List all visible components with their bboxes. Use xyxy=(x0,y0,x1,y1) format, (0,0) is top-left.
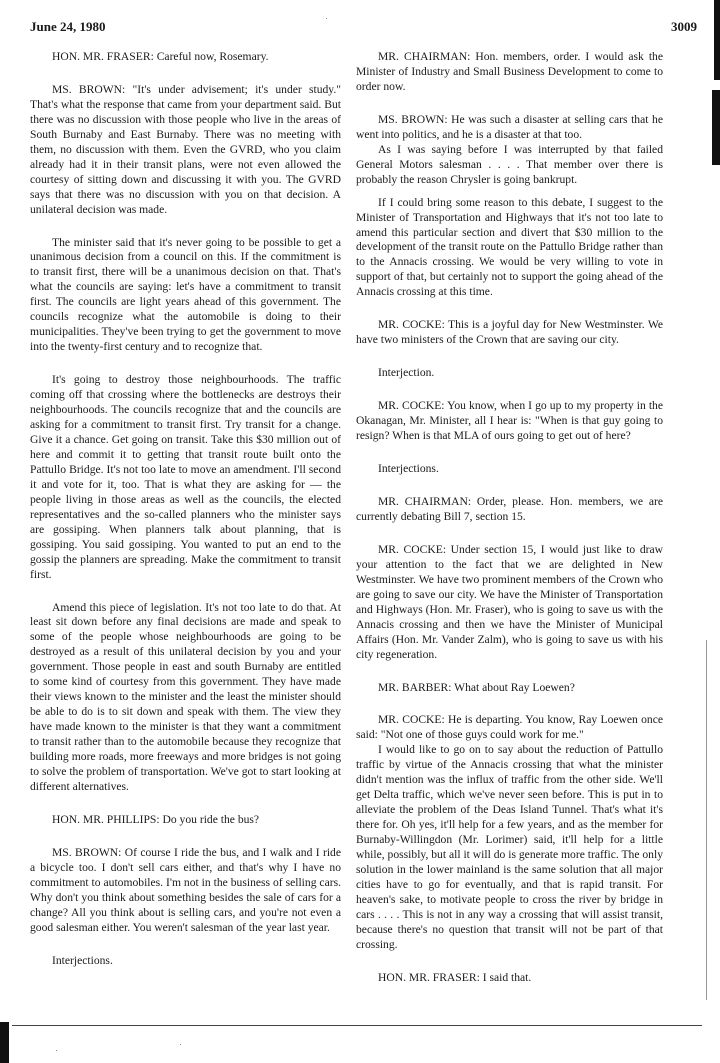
paragraph: MR. COCKE: Under section 15, I would just like to draw your attention to the fact that we are delighted in New Westminster. We have two prominent members of the Crown who are going to save our city. We have the Minister of Transportation and Highways (Hon. Mr. Fraser), who is going to save us with the Annacis crossing and then we have the Minister of Municipal Affairs (Hon. Mr. Vander Zalm), who is going to save us with his city regeneration. xyxy=(356,542,663,661)
scan-speck xyxy=(180,1044,181,1045)
header-date: June 24, 1980 xyxy=(30,19,106,34)
scan-edge-mark-bottom-left xyxy=(0,1022,9,1063)
scan-edge-mark-right xyxy=(712,90,720,165)
paragraph: MR. BARBER: What about Ray Loewen? xyxy=(378,680,575,694)
paragraph: Amend this piece of legislation. It's not too late to do that. At least sit down before any final decisions are made and speak to some of the people whose neighbourhoods are going to be destroyed as a result of this unilateral decision by you and your government. Those people in east and south Burnaby are entitled to some kind of courtesy from this government. They have made their views known to the minister and the least the minister should be able to do is to sit down and speak with them. The view they have made known to the minister is that they want a commitment to transit rather than to the automobile because they recognize that building more roads, more freeways and more bridges is not going to solve the problem of transportation. We've got to start looking at different alternatives. xyxy=(30,600,341,793)
left-column xyxy=(30,50,341,977)
scan-speck xyxy=(56,1050,57,1051)
scan-speck xyxy=(326,18,327,19)
paragraph: MS. BROWN: He was such a disaster at selling cars that he went into politics, and he is a disaster at that too. xyxy=(356,112,663,141)
paragraph: If I could bring some reason to this debate, I suggest to the Minister of Transportation and Highways that it's not too late to amend this particular section and divert that $30 million to the development of the transit route on the Pattullo Bridge rather than to the Annacis crossing. We would be very willing to vote in support of that, but certainly not to support the going ahead of the Annacis crossing at this time. xyxy=(356,195,663,299)
bottom-rule xyxy=(12,1025,702,1026)
right-column xyxy=(356,50,663,994)
paragraph: Interjections. xyxy=(378,462,439,476)
paragraph: MR. COCKE: You know, when I go up to my property in the Okanagan, Mr. Minister, all I hear is: "When is that guy going to resign? When is that MLA of ours going to get out of here? xyxy=(356,399,663,443)
paragraph: MS. BROWN: Of course I ride the bus, and I walk and I ride a bicycle too. I don't sell cars either, and that's why I have no commitment to automobiles. I'm not in the business of selling cars. Why don't you think about something besides the sale of cars for a change? All you think about is selling cars, and you're not even a good salesman either. You weren't salesman of the year last year. xyxy=(30,845,341,934)
header-page-number: 3009 xyxy=(671,19,697,34)
paragraph: MS. BROWN: "It's under advisement; it's under study." That's what the response that came from your department said. But there was no discussion with those people who live in the areas of South Burnaby and East Burnaby. There was no meeting with them, no discussion with them. Even the GVRD, who you claim already had it in their transit plans, were not even allowed the courtesy of sitting down and discussing it with you. The GVRD says that there was no discussion with you on that decision. A unilateral decision was made. xyxy=(30,82,341,216)
paragraph: I would like to go on to say about the reduction of Pattullo traffic by virtue of the Annacis crossing that what the minister didn't mention was the influx of traffic from the other side. We'll get Delta traffic, which we've never seen before. This is put in to alleviate the problem of the Deas Island Tunnel. That's what it's there for. Oh yes, it'll help for a few years, and as the member for Burnaby-Willingdon (Mr. Lorimer) said, it'll help for a little while, possibly, but all it will do is generate more traffic. The only solution in the lower mainland is the same solution that all major cities have to go for eventually, and that is rapid transit. For heaven's sake, to motivate people to cross the river by bridge in cars . . . . This is not in any way a crossing that will assist transit, because there's no question that transit will not be part of that crossing. xyxy=(356,743,663,951)
paragraph: Interjection. xyxy=(378,366,435,380)
scan-edge-mark-top-right xyxy=(714,0,720,80)
paragraph: MR. CHAIRMAN: Order, please. Hon. members, we are currently debating Bill 7, section 15. xyxy=(356,494,663,523)
paragraph: MR. COCKE: This is a joyful day for New Westminster. We have two ministers of the Crown that are saving our city. xyxy=(356,318,663,347)
paragraph: It's going to destroy those neighbourhoods. The traffic coming off that crossing where the bottlenecks are destroys their neighbourhoods. The councils recognize that and the councils are asking for a commitment to transit first. Try transit for a change. Give it a chance. Get going on transit. Take this $30 million out of here and commit it to getting that transit route built onto the Pattullo Bridge. It's not too late to move an amendment. I'll second it and vote for it, too. That is what they are asking for — the people living in those areas as well as the councils, the elected representatives and the so-called planners who the minister says are gossiping. When planners talk about planning, that is gossiping. You said gossiping. You wanted to put an end to the gossip the planners are spreading. Make the commitment to transit first. xyxy=(30,373,341,581)
paragraph: HON. MR. FRASER: I said that. xyxy=(378,970,532,984)
margin-line xyxy=(706,640,707,1000)
paragraph: As I was saying before I was interrupted by that failed General Motors salesman . . . . That member over there is probably the reason Chrysler is going bankrupt. xyxy=(356,142,663,186)
paragraph: Interjections. xyxy=(52,953,113,967)
paragraph: MR. COCKE: He is departing. You know, Ray Loewen once said: "Not one of those guys could work for me." xyxy=(356,713,663,742)
paragraph: HON. MR. PHILLIPS: Do you ride the bus? xyxy=(52,812,260,826)
paragraph: HON. MR. FRASER: Careful now, Rosemary. xyxy=(52,50,269,63)
paragraph: MR. CHAIRMAN: Hon. members, order. I would ask the Minister of Industry and Small Business Development to come to order now. xyxy=(356,50,663,93)
paragraph: The minister said that it's never going to be possible to get a unanimous decision from a council on this. If the commitment is to transit first, there will be a unanimous decision on that. That's what the councils are saying: let's have a commitment to transit first. The councils are light years ahead of this government. The councils recognize what the automobile is doing to their municipalities. They've been trying to get the government to move into the twenty-first century and to recognize that. xyxy=(30,235,341,354)
